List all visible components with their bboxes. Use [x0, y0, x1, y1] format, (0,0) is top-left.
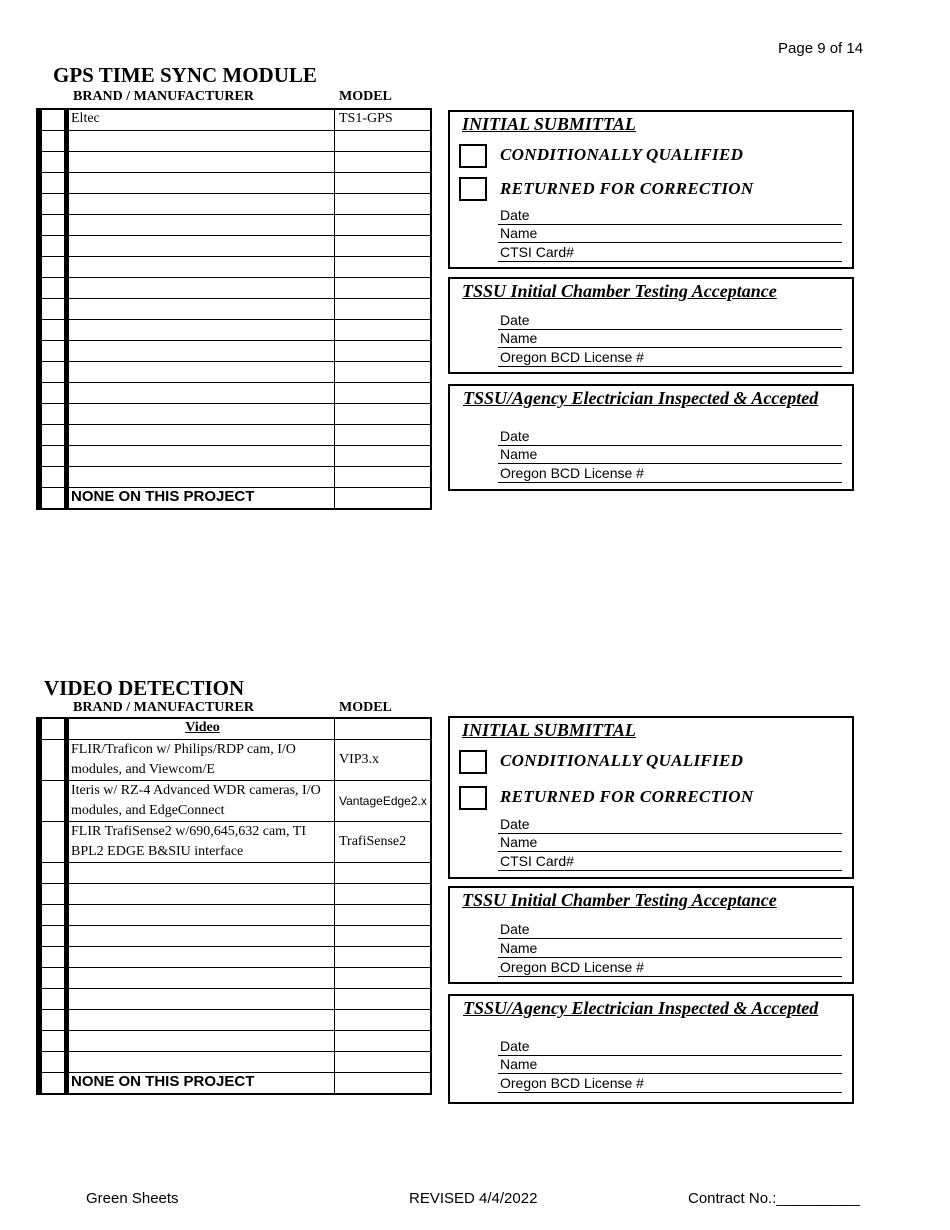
- video-product-table: [36, 717, 432, 1095]
- video-subheader-row-checkbox[interactable]: [38, 719, 69, 739]
- gps-row-17-model-cell[interactable]: [336, 446, 430, 466]
- gps-row-14-brand-cell[interactable]: [69, 383, 335, 403]
- gps-row-2-brand-cell[interactable]: [69, 131, 335, 151]
- gps-row-14-checkbox[interactable]: [38, 383, 69, 403]
- video-row-2-checkbox[interactable]: [38, 781, 69, 821]
- gps-row-16-model-cell[interactable]: [336, 425, 430, 445]
- gps-electrician-box: [448, 384, 854, 491]
- video-row-1-brand-cell[interactable]: FLIR/Traficon w/ Philips/RDP cam, I/O modules, and Viewcom/E: [69, 740, 335, 780]
- gps-brand-column-header: BRAND / MANUFACTURER: [73, 89, 254, 104]
- gps-row-10-brand-cell[interactable]: [69, 299, 335, 319]
- gps-initial-date-field[interactable]: Date: [498, 206, 842, 225]
- video-row-none-model-cell[interactable]: [336, 1073, 430, 1093]
- gps-row-9-model-cell[interactable]: [336, 278, 430, 298]
- gps-row-11-model-cell[interactable]: [336, 320, 430, 340]
- video-blank-row-8-brand-cell[interactable]: [69, 1010, 335, 1030]
- gps-row-12: [38, 340, 430, 361]
- gps-row-4-brand-cell[interactable]: [69, 173, 335, 193]
- video-row-3-model-cell[interactable]: TrafiSense2: [339, 834, 407, 849]
- gps-row-8: [38, 256, 430, 277]
- gps-electrician-title: TSSU/Agency Electrician Inspected & Accepted: [463, 388, 819, 408]
- video-row-2-brand-cell[interactable]: Iteris w/ RZ-4 Advanced WDR cameras, I/O modules, and EdgeConnect: [69, 781, 335, 821]
- gps-row-4-checkbox[interactable]: [38, 173, 69, 193]
- gps-row-8-model-cell[interactable]: [336, 257, 430, 277]
- video-blank-row-8: [38, 1009, 430, 1030]
- gps-row-9-brand-cell[interactable]: [69, 278, 335, 298]
- gps-row-16-checkbox[interactable]: [38, 425, 69, 445]
- gps-row-1-checkbox[interactable]: [38, 110, 69, 130]
- video-row-none-brand-cell[interactable]: NONE ON THIS PROJECT: [69, 1073, 335, 1093]
- video-blank-row-6-model-cell[interactable]: [336, 968, 430, 988]
- video-blank-row-7-checkbox[interactable]: [38, 989, 69, 1009]
- gps-row-13-checkbox[interactable]: [38, 362, 69, 382]
- gps-row-18: [38, 466, 430, 487]
- video-ctsi-card-field[interactable]: CTSI Card#: [498, 852, 842, 871]
- video-tssu-chamber-box: [448, 886, 854, 984]
- gps-row-8-checkbox[interactable]: [38, 257, 69, 277]
- gps-elec-license-field[interactable]: Oregon BCD License #: [498, 464, 842, 483]
- video-blank-row-10-model-cell[interactable]: [336, 1052, 430, 1072]
- gps-initial-name-field[interactable]: Name: [498, 224, 842, 243]
- video-blank-row-1-checkbox[interactable]: [38, 863, 69, 883]
- gps-row-15-checkbox[interactable]: [38, 404, 69, 424]
- video-blank-row-8-checkbox[interactable]: [38, 1010, 69, 1030]
- footer-contract-number: Contract No.:__________: [688, 1190, 860, 1207]
- gps-row-16-brand-cell[interactable]: [69, 425, 335, 445]
- gps-row-3-brand-cell[interactable]: [69, 152, 335, 172]
- gps-row-8-brand-cell[interactable]: [69, 257, 335, 277]
- video-blank-row-6: [38, 967, 430, 988]
- gps-returned-for-correction-label: RETURNED FOR CORRECTION: [500, 179, 754, 198]
- gps-row-1-model-cell[interactable]: TS1-GPS: [339, 111, 393, 126]
- gps-row-5-model-cell[interactable]: [336, 194, 430, 214]
- gps-row-9: [38, 277, 430, 298]
- gps-row-2: [38, 130, 430, 151]
- gps-row-6-checkbox[interactable]: [38, 215, 69, 235]
- gps-row-13-brand-cell[interactable]: [69, 362, 335, 382]
- video-returned-for-correction-checkbox[interactable]: [459, 786, 487, 810]
- footer-revised-date: REVISED 4/4/2022: [409, 1190, 538, 1207]
- video-tssu-date-field[interactable]: Date: [498, 920, 842, 939]
- video-blank-row-4: [38, 925, 430, 946]
- gps-tssu-license-field[interactable]: Oregon BCD License #: [498, 348, 842, 367]
- gps-ctsi-card-field[interactable]: CTSI Card#: [498, 243, 842, 262]
- gps-tssu-chamber-title: TSSU Initial Chamber Testing Acceptance: [462, 281, 777, 301]
- video-conditionally-qualified-label: CONDITIONALLY QUALIFIED: [500, 751, 744, 770]
- gps-row-14-model-cell[interactable]: [336, 383, 430, 403]
- video-blank-row-6-checkbox[interactable]: [38, 968, 69, 988]
- video-initial-submittal-title: INITIAL SUBMITTAL: [462, 720, 636, 740]
- gps-row-11-brand-cell[interactable]: [69, 320, 335, 340]
- gps-row-10-model-cell[interactable]: [336, 299, 430, 319]
- gps-row-18-model-cell[interactable]: [336, 467, 430, 487]
- gps-initial-submittal-box: [448, 110, 854, 269]
- video-blank-row-10-checkbox[interactable]: [38, 1052, 69, 1072]
- video-section-title: VIDEO DETECTION: [44, 676, 245, 700]
- video-elec-name-field[interactable]: Name: [498, 1055, 842, 1074]
- gps-product-table: [36, 108, 432, 510]
- video-row-1: [38, 739, 430, 780]
- video-returned-for-correction-label: RETURNED FOR CORRECTION: [500, 787, 754, 806]
- video-electrician-box: [448, 994, 854, 1104]
- gps-row-none-checkbox[interactable]: [38, 488, 69, 508]
- gps-row-3-checkbox[interactable]: [38, 152, 69, 172]
- video-row-3: [38, 821, 430, 862]
- gps-row-17: [38, 445, 430, 466]
- gps-row-17-checkbox[interactable]: [38, 446, 69, 466]
- gps-row-12-model-cell[interactable]: [336, 341, 430, 361]
- video-blank-row-7: [38, 988, 430, 1009]
- gps-row-7-checkbox[interactable]: [38, 236, 69, 256]
- gps-row-4-model-cell[interactable]: [336, 173, 430, 193]
- video-tssu-name-field[interactable]: Name: [498, 939, 842, 958]
- video-initial-submittal-box: [448, 716, 854, 879]
- video-row-1-checkbox[interactable]: [38, 740, 69, 780]
- video-blank-row-9-model-cell[interactable]: [336, 1031, 430, 1051]
- video-blank-row-9-checkbox[interactable]: [38, 1031, 69, 1051]
- video-blank-row-7-model-cell[interactable]: [336, 989, 430, 1009]
- video-blank-row-2: [38, 883, 430, 904]
- gps-elec-date-field[interactable]: Date: [498, 427, 842, 446]
- gps-row-9-checkbox[interactable]: [38, 278, 69, 298]
- gps-row-16: [38, 424, 430, 445]
- video-blank-row-1: [38, 862, 430, 883]
- video-row-2-model-cell[interactable]: VantageEdge2.x: [339, 794, 427, 808]
- video-row-1-model-cell[interactable]: VIP3.x: [339, 752, 380, 767]
- gps-row-15: [38, 403, 430, 424]
- video-blank-row-2-checkbox[interactable]: [38, 884, 69, 904]
- gps-row-4: [38, 172, 430, 193]
- video-row-2: [38, 780, 430, 821]
- video-subheader-row: [38, 719, 430, 739]
- gps-row-none: [38, 487, 430, 508]
- gps-row-6-brand-cell[interactable]: [69, 215, 335, 235]
- video-blank-row-6-brand-cell[interactable]: [69, 968, 335, 988]
- video-blank-row-4-model-cell[interactable]: [336, 926, 430, 946]
- video-tssu-chamber-title: TSSU Initial Chamber Testing Acceptance: [462, 890, 777, 910]
- gps-row-14: [38, 382, 430, 403]
- video-initial-date-field[interactable]: Date: [498, 815, 842, 834]
- video-blank-row-10-brand-cell[interactable]: [69, 1052, 335, 1072]
- video-blank-row-5-checkbox[interactable]: [38, 947, 69, 967]
- gps-conditionally-qualified-checkbox[interactable]: [459, 144, 487, 168]
- gps-row-13-model-cell[interactable]: [336, 362, 430, 382]
- gps-row-17-brand-cell[interactable]: [69, 446, 335, 466]
- video-blank-row-9: [38, 1030, 430, 1051]
- video-row-none: [38, 1072, 430, 1093]
- gps-row-13: [38, 361, 430, 382]
- gps-row-2-checkbox[interactable]: [38, 131, 69, 151]
- gps-model-column-header: MODEL: [339, 89, 392, 104]
- gps-row-3-model-cell[interactable]: [336, 152, 430, 172]
- gps-returned-for-correction-checkbox[interactable]: [459, 177, 487, 201]
- gps-row-10-checkbox[interactable]: [38, 299, 69, 319]
- gps-row-1-brand-cell[interactable]: Eltec: [69, 110, 335, 130]
- video-electrician-title: TSSU/Agency Electrician Inspected & Accepted: [463, 998, 819, 1018]
- video-blank-row-3-checkbox[interactable]: [38, 905, 69, 925]
- gps-row-5-checkbox[interactable]: [38, 194, 69, 214]
- video-blank-row-3-model-cell[interactable]: [336, 905, 430, 925]
- gps-elec-name-field[interactable]: Name: [498, 445, 842, 464]
- video-row-none-checkbox[interactable]: [38, 1073, 69, 1093]
- video-initial-name-field[interactable]: Name: [498, 833, 842, 852]
- video-row-3-checkbox[interactable]: [38, 822, 69, 862]
- gps-row-5: [38, 193, 430, 214]
- page-number: Page 9 of 14: [778, 40, 864, 57]
- video-row-3-brand-cell[interactable]: FLIR TrafiSense2 w/690,645,632 cam, TI BPL2 EDGE B&SIU interface: [69, 822, 335, 862]
- video-blank-row-1-model-cell[interactable]: [336, 863, 430, 883]
- gps-row-none-brand-cell[interactable]: NONE ON THIS PROJECT: [69, 488, 335, 508]
- gps-row-1: [38, 110, 430, 130]
- video-blank-row-5: [38, 946, 430, 967]
- gps-row-12-brand-cell[interactable]: [69, 341, 335, 361]
- gps-row-18-checkbox[interactable]: [38, 467, 69, 487]
- gps-row-11-checkbox[interactable]: [38, 320, 69, 340]
- gps-tssu-date-field[interactable]: Date: [498, 311, 842, 330]
- gps-tssu-name-field[interactable]: Name: [498, 329, 842, 348]
- video-elec-license-field[interactable]: Oregon BCD License #: [498, 1074, 842, 1093]
- video-blank-row-9-brand-cell[interactable]: [69, 1031, 335, 1051]
- gps-row-15-brand-cell[interactable]: [69, 404, 335, 424]
- gps-row-7-model-cell[interactable]: [336, 236, 430, 256]
- video-subheader-row-model-cell[interactable]: [336, 719, 430, 739]
- gps-row-7-brand-cell[interactable]: [69, 236, 335, 256]
- video-subheader-row-brand-cell[interactable]: Video: [69, 719, 335, 739]
- gps-row-11: [38, 319, 430, 340]
- video-blank-row-4-brand-cell[interactable]: [69, 926, 335, 946]
- video-blank-row-10: [38, 1051, 430, 1072]
- gps-row-10: [38, 298, 430, 319]
- gps-row-none-model-cell[interactable]: [336, 488, 430, 508]
- video-blank-row-7-brand-cell[interactable]: [69, 989, 335, 1009]
- gps-row-15-model-cell[interactable]: [336, 404, 430, 424]
- gps-section-title: GPS TIME SYNC MODULE: [53, 63, 317, 87]
- gps-row-6-model-cell[interactable]: [336, 215, 430, 235]
- video-blank-row-5-brand-cell[interactable]: [69, 947, 335, 967]
- video-conditionally-qualified-checkbox[interactable]: [459, 750, 487, 774]
- video-blank-row-5-model-cell[interactable]: [336, 947, 430, 967]
- video-blank-row-8-model-cell[interactable]: [336, 1010, 430, 1030]
- video-tssu-license-field[interactable]: Oregon BCD License #: [498, 958, 842, 977]
- gps-row-12-checkbox[interactable]: [38, 341, 69, 361]
- gps-row-7: [38, 235, 430, 256]
- video-blank-row-4-checkbox[interactable]: [38, 926, 69, 946]
- video-model-column-header: MODEL: [339, 700, 392, 715]
- gps-tssu-chamber-box: [448, 277, 854, 374]
- gps-row-3: [38, 151, 430, 172]
- gps-row-2-model-cell[interactable]: [336, 131, 430, 151]
- gps-initial-submittal-title: INITIAL SUBMITTAL: [462, 114, 636, 134]
- gps-row-18-brand-cell[interactable]: [69, 467, 335, 487]
- video-elec-date-field[interactable]: Date: [498, 1037, 842, 1056]
- video-blank-row-1-brand-cell[interactable]: [69, 863, 335, 883]
- gps-row-5-brand-cell[interactable]: [69, 194, 335, 214]
- video-blank-row-3: [38, 904, 430, 925]
- video-blank-row-3-brand-cell[interactable]: [69, 905, 335, 925]
- gps-row-6: [38, 214, 430, 235]
- footer-green-sheets: Green Sheets: [86, 1190, 179, 1207]
- video-brand-column-header: BRAND / MANUFACTURER: [73, 700, 254, 715]
- video-blank-row-2-brand-cell[interactable]: [69, 884, 335, 904]
- video-blank-row-2-model-cell[interactable]: [336, 884, 430, 904]
- gps-conditionally-qualified-label: CONDITIONALLY QUALIFIED: [500, 145, 744, 164]
